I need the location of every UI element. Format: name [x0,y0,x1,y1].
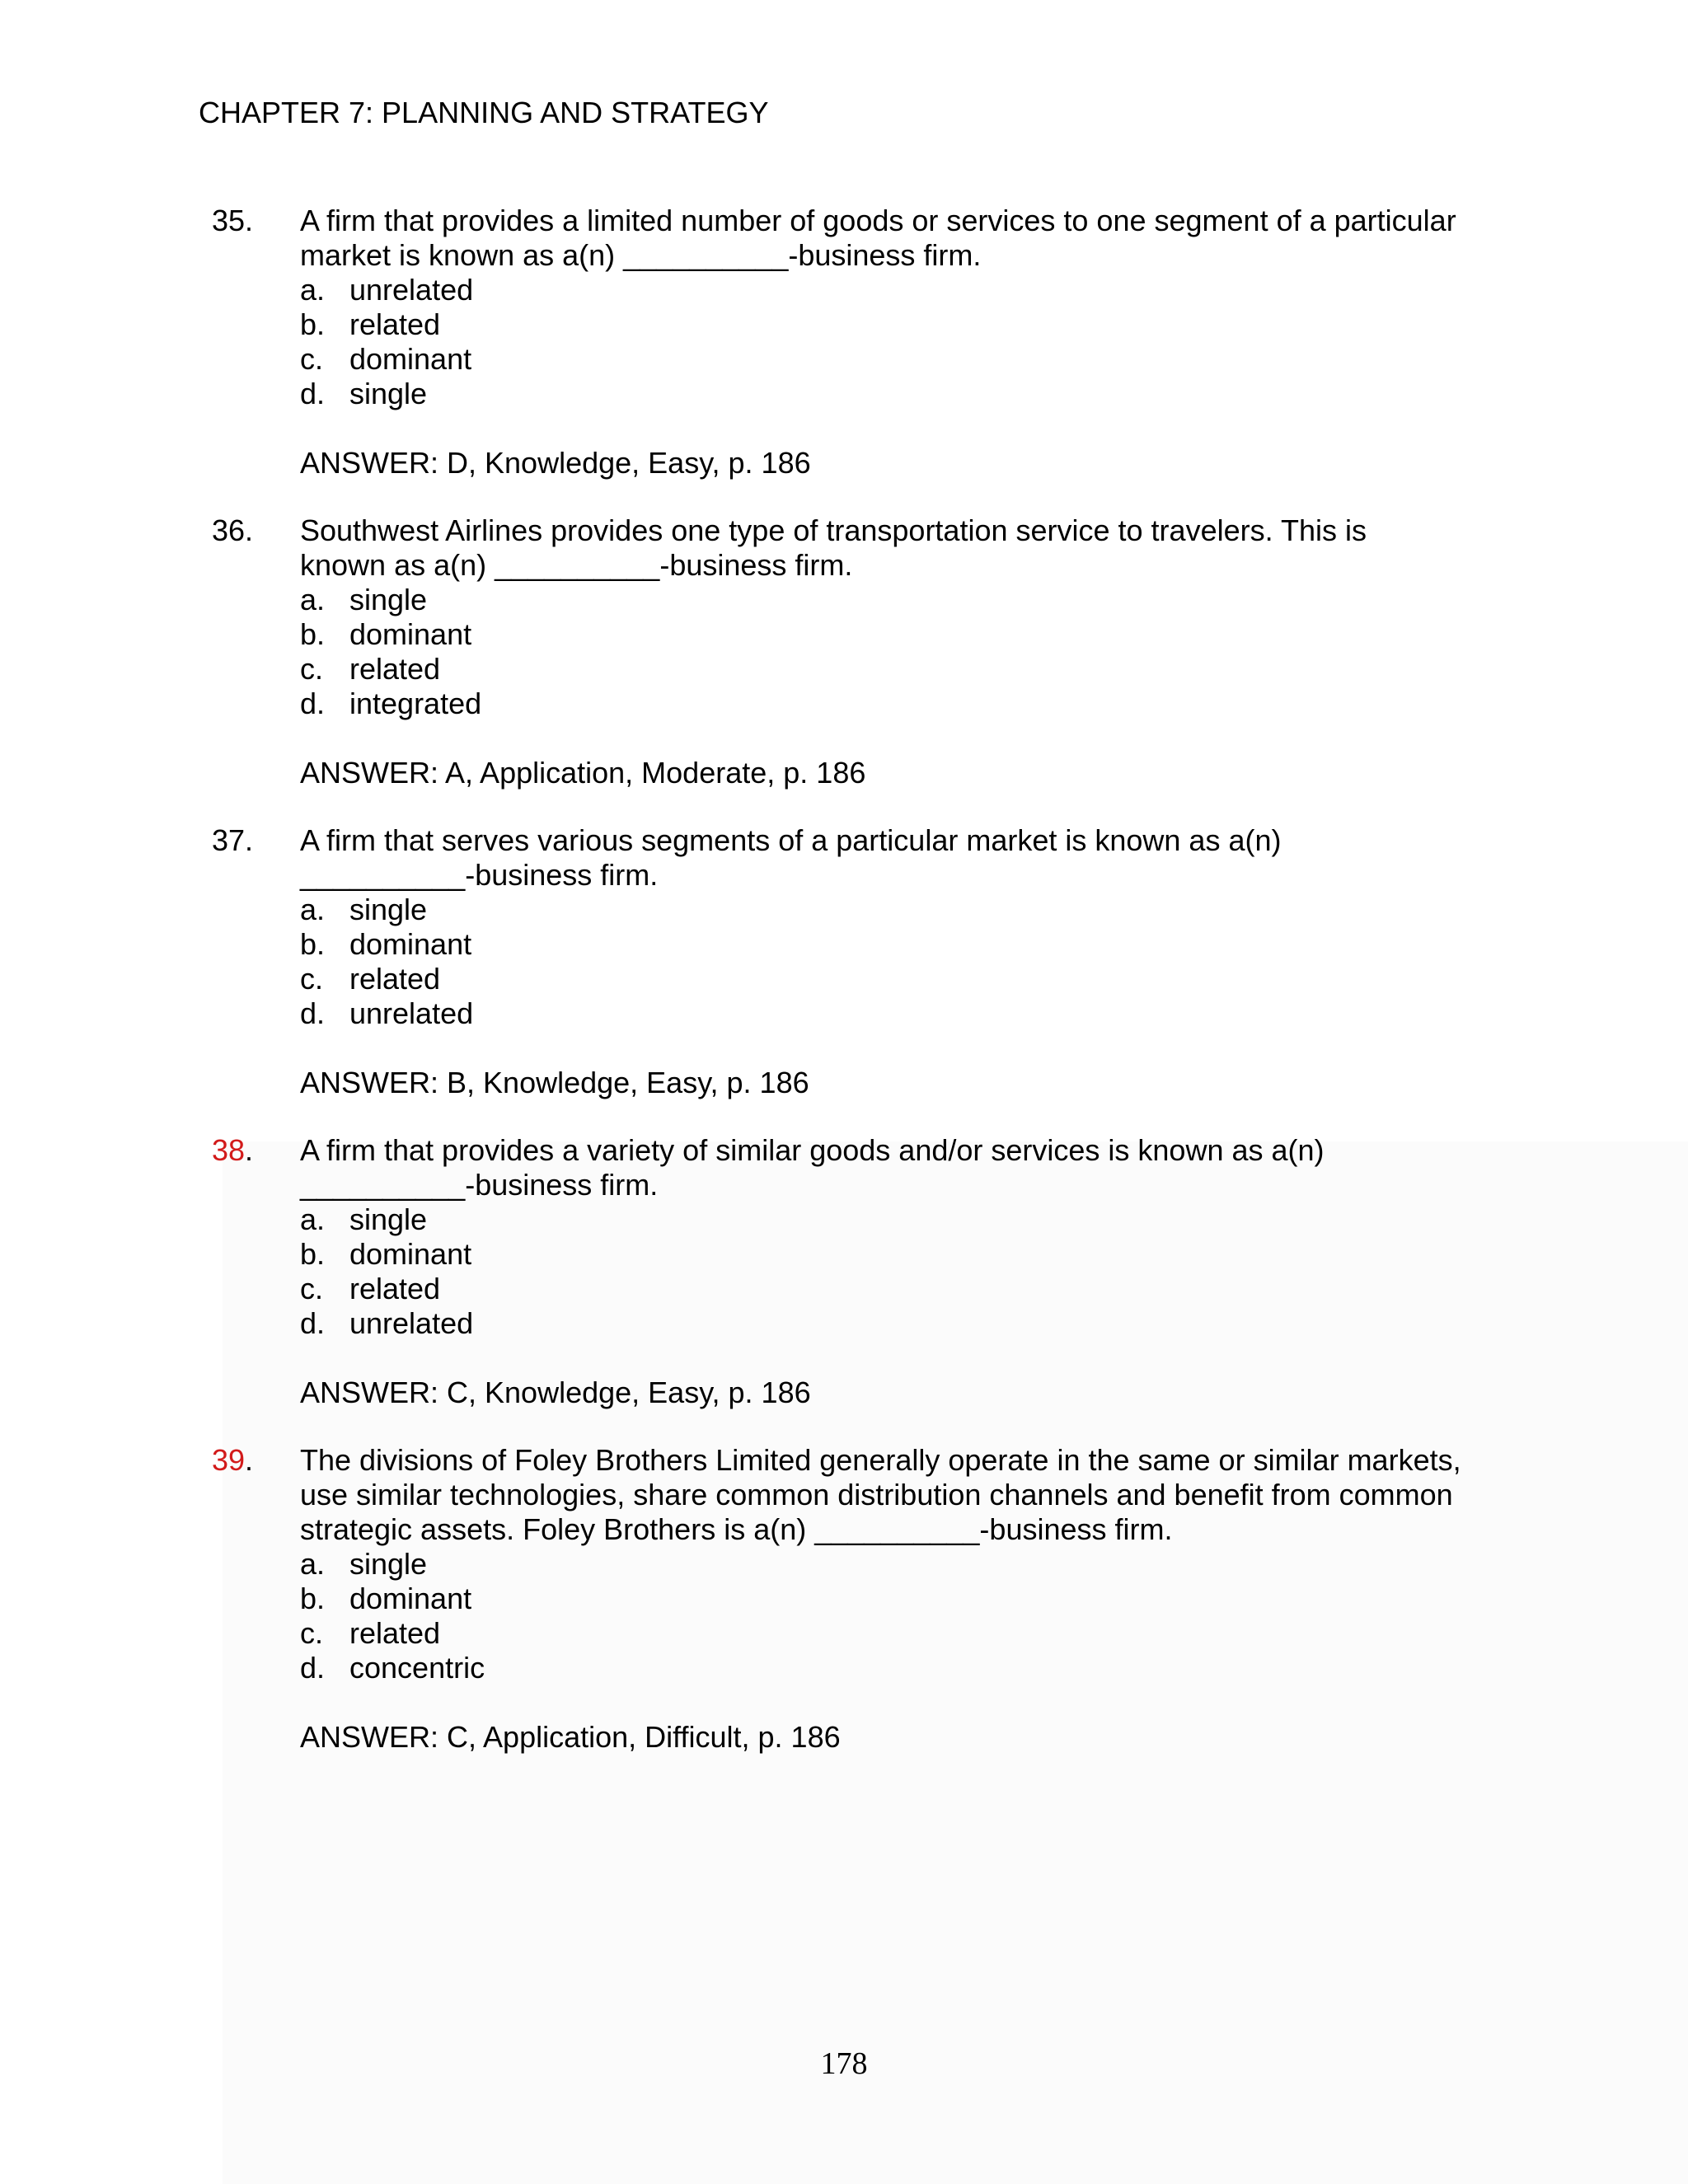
question-number: 35. [212,204,254,237]
option-a: a. single [300,1202,428,1236]
question-text-line: __________-business firm. [300,858,659,892]
question-number: 39. [212,1443,254,1477]
page-number: 178 [820,2046,868,2081]
question-text-line: known as a(n) __________-business firm. [300,548,853,582]
option-d: d. unrelated [300,1306,474,1340]
option-c: c. related [300,1616,441,1650]
answer-line: ANSWER: B, Knowledge, Easy, p. 186 [300,1066,809,1099]
option-b: b. dominant [300,927,472,961]
question-number: 38. [212,1133,254,1167]
question-number: 36. [212,513,254,547]
question-body [300,1443,1520,1755]
question-text-line: The divisions of Foley Brothers Limited generally operate in the same or similar markets, [300,1443,1461,1477]
option-c: c. related [300,962,441,996]
option-b: b. related [300,307,441,341]
question-body [300,513,1520,790]
option-c: c. dominant [300,342,472,376]
question-text-line: Southwest Airlines provides one type of transportation service to travelers. This is [300,513,1367,547]
question-number: 37. [212,823,254,857]
answer-line: ANSWER: D, Knowledge, Easy, p. 186 [300,446,811,480]
answer-line: ANSWER: A, Application, Moderate, p. 186 [300,756,866,790]
option-a: a. single [300,893,428,926]
option-a: a. unrelated [300,273,474,307]
option-c: c. related [300,1272,441,1305]
option-a: a. single [300,1547,428,1581]
question-text-line: __________-business firm. [300,1168,659,1202]
option-b: b. dominant [300,1237,472,1271]
question-body [300,204,1520,480]
question-body [300,823,1520,1100]
question-text-line: A firm that serves various segments of a particular market is known as a(n) [300,823,1282,857]
option-b: b. dominant [300,617,472,651]
question-text-line: A firm that provides a limited number of goods or services to one segment of a particular [300,204,1456,237]
option-d: d. unrelated [300,996,474,1030]
question-text-line: A firm that provides a variety of similar goods and/or services is known as a(n) [300,1133,1325,1167]
option-a: a. single [300,583,428,616]
answer-line: ANSWER: C, Application, Difficult, p. 186 [300,1720,841,1754]
chapter-title: CHAPTER 7: PLANNING AND STRATEGY [199,96,769,129]
option-b: b. dominant [300,1582,472,1615]
option-d: d. integrated [300,687,482,720]
question-body [300,1133,1520,1410]
answer-line: ANSWER: C, Knowledge, Easy, p. 186 [300,1376,811,1409]
question-text-line: market is known as a(n) __________-business firm. [300,238,982,272]
option-d: d. concentric [300,1651,485,1685]
question-text-line: strategic assets. Foley Brothers is a(n) __________-business firm. [300,1512,1173,1546]
option-d: d. single [300,377,428,410]
option-c: c. related [300,652,441,686]
question-text-line: use similar technologies, share common distribution channels and benefit from common [300,1478,1453,1511]
